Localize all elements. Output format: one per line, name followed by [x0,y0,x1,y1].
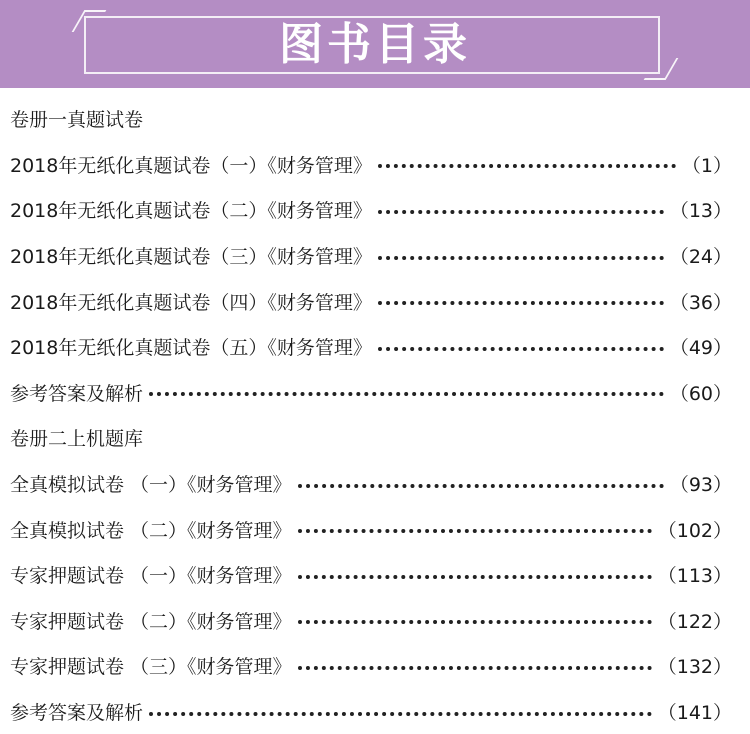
page-title: 图书目录 [279,19,471,70]
dot-leader [378,301,664,305]
entry-page: （102） [657,519,732,542]
toc-entry [10,324,732,370]
entry-page: （49） [669,337,732,360]
toc-section-2 [10,415,732,461]
entry-title: 2018年无纸化真题试卷（四）《财务管理》 [10,291,372,314]
dot-leader [378,347,664,351]
entry-title: 专家押题试卷 （二）《财务管理》 [10,610,292,633]
entry-title: 专家押题试卷 （一）《财务管理》 [10,565,292,588]
entry-page: （122） [657,610,732,633]
entry-title: 专家押题试卷 （三）《财务管理》 [10,656,292,679]
toc-entry [10,598,732,644]
toc-entry [10,643,732,689]
entry-page: （24） [669,246,732,269]
dot-leader [298,575,652,579]
entry-page: （13） [669,200,732,223]
dot-leader [298,620,652,624]
toc-entry [10,461,732,507]
toc-entry [10,689,732,734]
entry-title: 全真模拟试卷 （一）《财务管理》 [10,474,292,497]
entry-title: 参考答案及解析 [10,702,144,725]
entry-title: 参考答案及解析 [10,382,144,405]
dot-leader [149,392,664,396]
entry-page: （93） [669,474,732,497]
dot-leader [378,210,664,214]
toc-entry [10,187,732,233]
title-banner [0,0,750,88]
dot-leader [298,666,652,670]
toc-section-1 [10,96,732,142]
toc-entry [10,278,732,324]
entry-page: （113） [657,565,732,588]
entry-page: （60） [669,382,732,405]
entry-page: （132） [657,656,732,679]
entry-title: 2018年无纸化真题试卷（二）《财务管理》 [10,200,372,223]
table-of-contents [10,96,732,734]
entry-title: 2018年无纸化真题试卷（一）《财务管理》 [10,154,372,177]
entry-page: （141） [657,702,732,725]
dot-leader [378,164,676,168]
entry-page: （1） [681,154,732,177]
entry-title: 2018年无纸化真题试卷（三）《财务管理》 [10,246,372,269]
dot-leader [149,712,652,716]
dot-leader [298,484,664,488]
toc-entry [10,370,732,416]
section-title: 卷册二上机题库 [10,428,144,451]
toc-entry [10,506,732,552]
toc-entry [10,552,732,598]
dot-leader [378,256,664,260]
entry-title: 2018年无纸化真题试卷（五）《财务管理》 [10,337,372,360]
section-title: 卷册一真题试卷 [10,109,144,132]
entry-title: 全真模拟试卷 （二）《财务管理》 [10,519,292,542]
toc-entry [10,142,732,188]
entry-page: （36） [669,291,732,314]
toc-entry [10,233,732,279]
dot-leader [298,529,652,533]
